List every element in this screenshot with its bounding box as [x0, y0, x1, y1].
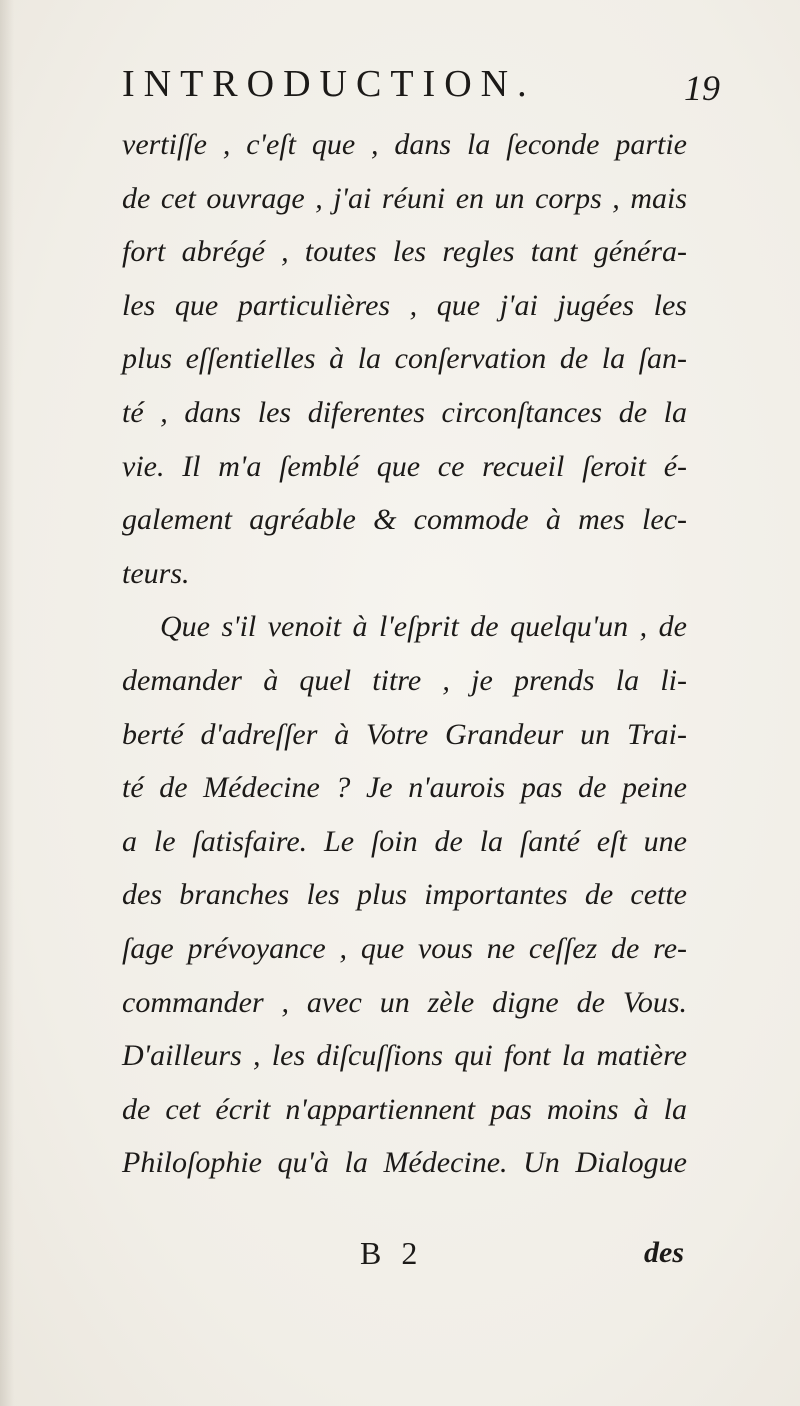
running-head [0, 62, 800, 106]
text-line: vie. Il m'a ſemblé que ce recueil ſeroit é- [122, 449, 687, 483]
text-line: D'ailleurs , les diſcuſſions qui font la matière [122, 1039, 687, 1073]
text-line: teurs. [122, 556, 190, 590]
text-line: les que particulières , que j'ai jugées les [122, 288, 687, 322]
text-line: berté d'adreſſer à Votre Grandeur un Trai- [122, 717, 687, 751]
text-line: fort abrégé , toutes les regles tant généra- [122, 235, 687, 269]
text-line: Philoſophie qu'à la Médecine. Un Dialogue [122, 1146, 687, 1180]
text-line: commander , avec un zèle digne de Vous. [122, 985, 687, 1019]
text-line: a le ſatisfaire. Le ſoin de la ſanté eſt une [122, 824, 687, 858]
text-line: de cet ouvrage , j'ai réuni en un corps , mais [122, 181, 687, 215]
text-line: plus eſſentielles à la conſervation de la ſan- [122, 342, 687, 376]
catchword: des [644, 1236, 684, 1269]
text-line: galement agréable & commode à mes lec- [122, 503, 687, 537]
page-footer [0, 1228, 800, 1278]
spine-shadow [0, 0, 14, 1406]
text-line: té de Médecine ? Je n'aurois pas de peine [122, 771, 687, 805]
signature-mark: B 2 [360, 1235, 424, 1271]
paragraph-start-line: Que s'il venoit à l'eſprit de quelqu'un , de [160, 610, 687, 644]
text-line: demander à quel titre , je prends la li- [122, 663, 687, 697]
text-line: ſage prévoyance , que vous ne ceſſez de re- [122, 931, 687, 965]
text-line: vertiſſe , c'eſt que , dans la ſeconde partie [122, 128, 687, 161]
page-number: 19 [684, 68, 720, 108]
text-line: té , dans les diferentes circonſtances de la [122, 395, 687, 429]
running-title: INTRODUCTION. [122, 63, 536, 105]
body-text [122, 118, 687, 1190]
text-line: des branches les plus importantes de cette [122, 878, 687, 912]
text-line: de cet écrit n'appartiennent pas moins à la [122, 1092, 687, 1126]
